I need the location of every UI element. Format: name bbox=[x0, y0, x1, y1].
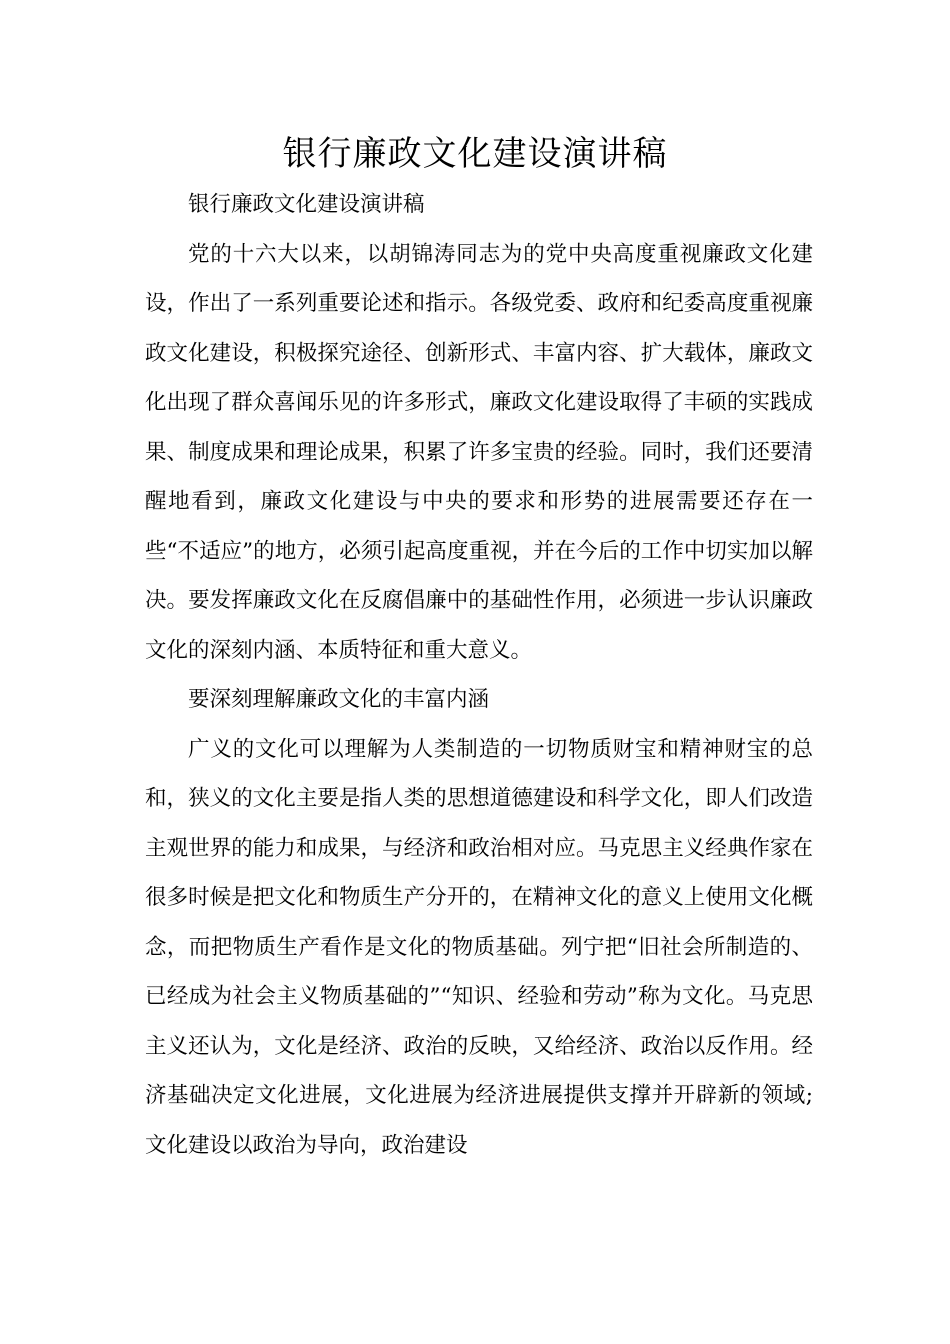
body-paragraph-subtitle: 银行廉政文化建设演讲稿 bbox=[188, 192, 425, 217]
section-heading: 要深刻理解廉政文化的丰富内涵 bbox=[188, 687, 490, 712]
body-paragraph-culture: 广义的文化可以理解为人类制造的一切物质财宝和精神财宝的总和，狭义的文化主要是指人类的思想道德建设和科学文化，即人们改造主观世界的能力和成果，与经济和政治相对应。马克思主义经典作家在很多时候是把文化和物质生产分开的，在精神文化的意义上使用文化概念，而把物质生产看作是文化的物质基础。列宁把“旧社会所制造的、已经成为社会主义物质基础的”“知识、经验和劳动”称为文化。马克思主义还认为，文化是经济、政治的反映，又给经济、政治以反作用。经济基础决定文化进展，文化进展为经济进展提供支撑并开辟新的领域;文化建设以政治为导向，政治建设 bbox=[145, 736, 813, 1158]
document-body bbox=[145, 180, 813, 1170]
body-paragraph-intro: 党的十六大以来，以胡锦涛同志为的党中央高度重视廉政文化建设，作出了一系列重要论述和指示。各级党委、政府和纪委高度重视廉政文化建设，积极探究途径、创新形式、丰富内容、扩大载体，廉政文化出现了群众喜闻乐见的许多形式，廉政文化建设取得了丰硕的实践成果、制度成果和理论成果，积累了许多宝贵的经验。同时，我们还要清醒地看到，廉政文化建设与中央的要求和形势的进展需要还存在一些“不适应”的地方，必须引起高度重视，并在今后的工作中切实加以解决。要发挥廉政文化在反腐倡廉中的基础性作用，必须进一步认识廉政文化的深刻内涵、本质特征和重大意义。 bbox=[145, 241, 813, 663]
document-title: 银行廉政文化建设演讲稿 bbox=[282, 134, 668, 174]
